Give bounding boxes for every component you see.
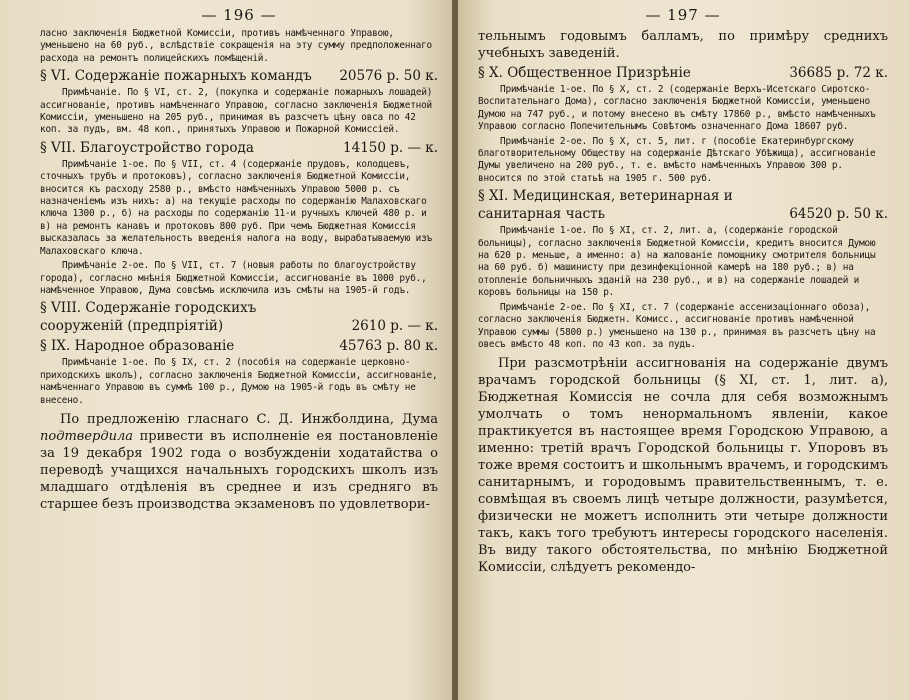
section-amount: 64520 р. 50 к. [789, 206, 888, 223]
section-title: § XI. Медицинская, ветеринарная и санитарная часть [478, 188, 733, 223]
section-viii-heading [40, 299, 438, 335]
note-vi: Примѣчаніе. По § VI, ст. 2, (покупка и содержаніе пожарныхъ лошадей) ассигнованіе, противъ намѣченнаго Управою, согласно заключенія Бюджетной Комиссіи, уменьшено на 205 руб., принимая въ разсчетъ цѣну овса по 42 коп. за пудъ, вм. 48 коп., принятыхъ Управою и Пожарной Комиссіей. [40, 87, 433, 136]
section-vi-heading [40, 67, 438, 85]
note-ix: Примѣчаніе 1-ое. По § IX, ст. 2 (пособія на содержаніе церковно-приходскихъ школъ), согласно заключенія Бюджетной Комиссіи, ассигнованіе, намѣченнаго Управою въ суммѣ 100 р., Думою на 1905-й годъ въ смѣту не внесено. [40, 357, 438, 406]
section-title: § VIII. Содержаніе городскихъ сооруженій (предпріятій) [40, 300, 257, 335]
section-amount: 36685 р. 72 к. [789, 65, 888, 81]
carryover-text: ласно заключенія Бюджетной Комиссіи, противъ намѣченнаго Управою, уменьшено на 60 руб., вслѣдствіе сокращенія на эту сумму предположеннаго расхода на ремонтъ полицейскихъ помѣщеній. [40, 28, 432, 64]
section-x-heading [478, 64, 888, 82]
note-xi-2: Примѣчаніе 2-ое. По § XI, ст. 7 (содержаніе ассенизаціоннаго обоза), согласно заключенія Бюджетн. Комисс., ассигнованіе противъ намѣченной Управою суммы (5800 р.) уменьшено на 130 р., принимая въ разсчетъ цѣну на овесъ вмѣсто 48 коп. по 43 коп. за пудъ. [478, 301, 876, 350]
resolution-text-a: По предложенію гласнаго С. Д. Инжболдина, Дума [60, 411, 438, 427]
page-number-right: — 197 — [645, 6, 721, 24]
right-page [458, 0, 910, 700]
note-vii-2: Примѣчаніе 2-ое. По § VII, ст. 7 (новыя работы по благоустройству города), согласно мнѣнія Бюджетной Комиссіи, ассигнованіе въ 1000 руб., намѣченное Управою, Дума совсѣмъ исключила изъ смѣты на 1905-й годъ. [40, 260, 427, 296]
note-x-2: Примѣчаніе 2-ое. По § X, ст. 5, лит. г (пособіе Екатеринбургскому благотворительному Обществу на содержаніе Дѣтскаго Убѣжища), ассигнованіе Думы увеличено на 200 руб., т. е. вмѣсто намѣченныхъ Управою 300 р. вносится по этой статьѣ на 1905 г. 500 руб. [478, 135, 876, 184]
note-vii-1: Примѣчаніе 1-ое. По § VII, ст. 4 (содержаніе прудовъ, колодцевъ, сточныхъ трубъ и протоковъ), согласно заключенія Бюджетной Комиссіи, вносится къ расходу 2580 р., вмѣсто намѣченныхъ Управою 5000 р. съ назначеніемъ изъ нихъ: а) на текущіе расходы по содержанію Малаховскаго ключа 1300 р., б) на расходы по содержанію 11-и ручныхъ ключей 480 р. и в) на ремонтъ канавъ и протоковъ 800 руб. При чемъ Бюджетная Комиссія высказалась за желательность введенія налога на воду, вырабатываемую изъ Малаховскаго ключа. [40, 158, 432, 257]
section-amount: 14150 р. — к. [343, 139, 438, 156]
resolution-paragraph [40, 411, 438, 513]
section-title: § VII. Благоустройство города [40, 139, 254, 156]
resolution-text-b: привести въ исполненіе ея постановленіе за 19 декабря 1902 года о возбужденіи ходатайства о переводѣ учащихся начальныхъ городскихъ школъ изъ младшаго отдѣленія въ среднее и изъ средняго въ старшее безъ производства экзаменовъ по удовлетвори- [40, 428, 438, 512]
page-number-left: — 196 — [201, 6, 277, 24]
commission-paragraph: При разсмотрѣніи ассигнованія на содержаніе двумъ врачамъ городской больницы (§ XI, ст. 1, лит. а), Бюджетная Комиссія не сочла для себя возможнымъ умолчать о томъ ненормальномъ явленіи, какое практикуется въ настоящее время Городскою Управою, а именно: третій врачъ Городской больницы г. Упоровъ въ тоже время состоитъ и школьнымъ врачемъ, и городскимъ санитарнымъ, и городовымъ правительственнымъ, т. е. совмѣщая въ своемъ лицѣ четыре должности, разумѣется, физически не можетъ исполнить эти четыре должности такъ, какъ того требуютъ интересы городского населенія. Въ виду такого обстоятельства, по мнѣнію Бюджетной Комиссіи, слѣдуетъ рекомендо- [478, 356, 888, 576]
section-title: § IX. Народное образованіе [40, 338, 235, 355]
resolution-emphasis: подтвердила [40, 428, 133, 444]
note-x-1: Примѣчаніе 1-ое. По § X, ст. 2 (содержаніе Верхъ-Исетскаго Сиротско-Воспитательнаго Дома), согласно заключенія Бюджетной Комиссіи, уменьшено Думою на 747 руб., и потому внесено въ смѣту 17860 р., вмѣсто намѣченныхъ Управою согласно Попечительнымъ Совѣтомъ означеннаго Дома 18607 руб. [478, 84, 876, 133]
section-amount: 45763 р. 80 к. [339, 338, 438, 355]
carryover-text: тельнымъ годовымъ балламъ, по примѣру среднихъ учебныхъ заведеній. [478, 29, 888, 61]
section-xi-heading [478, 187, 888, 223]
section-vii-heading [40, 139, 438, 157]
section-title: § X. Общественное Призрѣніе [478, 65, 691, 81]
section-amount: 20576 р. 50 к. [339, 68, 438, 85]
left-page [0, 0, 452, 700]
section-title: § VI. Содержаніе пожарныхъ командъ [40, 68, 312, 85]
section-amount: 2610 р. — к. [351, 318, 438, 335]
section-ix-heading [40, 337, 438, 355]
note-xi-1: Примѣчаніе 1-ое. По § XI, ст. 2, лит. а, (содержаніе городской больницы), согласно заключенія Бюджетной Комиссіи, кредитъ вносится Думою на 620 р. меньше, а именно: а) на жалованіе помощнику смотрителя больницы на 60 руб. б) машинисту при дезинфекціонной камерѣ на 180 руб.; в) на отопленіе больничныхъ зданій на 230 руб., и в) на содержаніе лошадей и коровъ больницы на 150 р. [478, 225, 876, 299]
